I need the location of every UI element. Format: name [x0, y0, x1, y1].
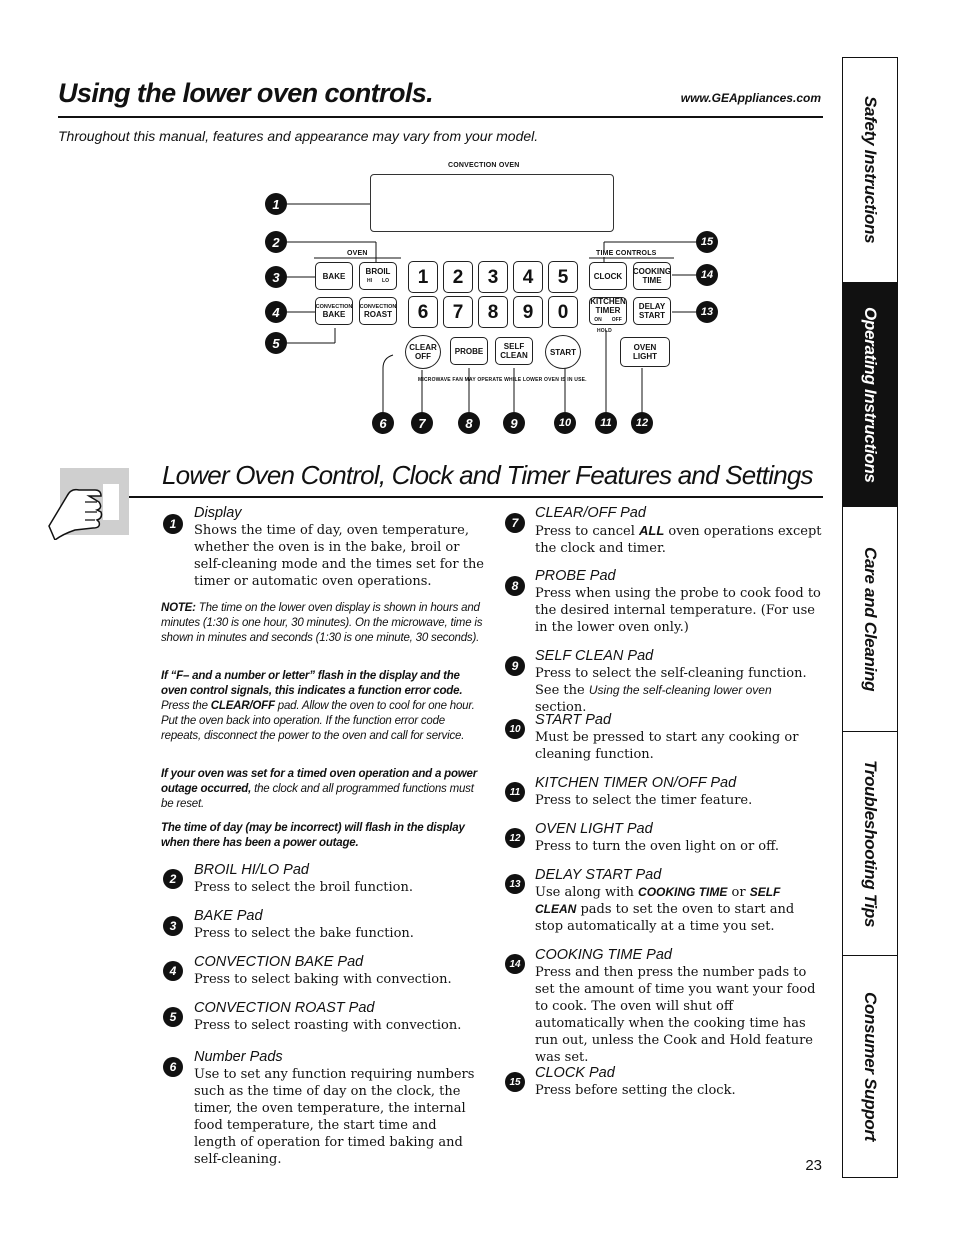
item-body: Press to select the broil function. [194, 880, 413, 895]
callout-3: 3 [265, 266, 287, 288]
tab-consumer-support[interactable] [843, 956, 897, 1177]
number-pad-1[interactable] [408, 261, 438, 293]
item-heading: DELAY START Pad [535, 867, 662, 883]
callout-8: 8 [458, 412, 480, 434]
item-number-badge: 6 [163, 1057, 183, 1077]
callout-5: 5 [265, 332, 287, 354]
pad-label: LO [382, 277, 389, 284]
item-number-badge: 1 [163, 514, 183, 534]
item-number-badge: 15 [505, 1072, 525, 1092]
body-text: or [727, 885, 750, 900]
item-self-clean [535, 648, 825, 716]
item-number-badge: 14 [505, 954, 525, 974]
item-convection-roast [194, 1000, 494, 1034]
pad-label: CLOCK [593, 271, 623, 281]
body-text: Press to select the self-cleaning function. See the [535, 666, 807, 698]
oven-light-pad[interactable] [620, 337, 670, 367]
callout-9: 9 [503, 412, 525, 434]
pad-label: OFF [415, 352, 431, 361]
callout-6: 6 [372, 412, 394, 434]
pad-label: KITCHEN [590, 297, 626, 306]
pad-label: BAKE [322, 310, 346, 319]
note-power-outage [161, 767, 486, 812]
number-pad-0[interactable] [548, 296, 578, 328]
item-body: Press to select the bake function. [194, 926, 414, 941]
note-label: NOTE: [161, 602, 196, 614]
pad-label: START [549, 347, 577, 357]
body-key: SELF CLEAN [535, 885, 781, 916]
digit: 5 [557, 266, 569, 288]
item-body: Press and then press the number pads to set the amount of time you want your food to cook. The oven will shut off automatically when the cooking time has run out, unless the Cook and Hold feature was set. [535, 965, 816, 1065]
item-body: Press when using the probe to cook food to the desired internal temperature. (For use in the lower oven only.) [535, 586, 821, 635]
digit: 7 [452, 301, 464, 323]
number-pad-2[interactable] [443, 261, 473, 293]
number-pad-6[interactable] [408, 296, 438, 328]
pad-label: ROAST [364, 310, 392, 319]
note-text: the clock and all programmed functions must be reset. [161, 783, 474, 810]
pad-label: CONVECTION [315, 304, 353, 310]
number-pad-7[interactable] [443, 296, 473, 328]
bake-pad[interactable] [315, 262, 353, 290]
note-time-flash [161, 821, 486, 851]
number-pad-9[interactable] [513, 296, 543, 328]
item-number-badge: 13 [505, 874, 525, 894]
callout-1: 1 [265, 193, 287, 215]
kitchen-timer-pad[interactable] [589, 297, 627, 325]
pad-label: HI [367, 277, 373, 284]
item-number-badge: 5 [163, 1007, 183, 1027]
pad-label: CLEAR [409, 343, 437, 352]
body-text: Use along with [535, 885, 639, 900]
note-bold: If “F– and a number or letter” flash in the display and the oven control signals, this indicates a function error code. [161, 670, 463, 697]
convection-bake-pad[interactable] [315, 297, 353, 325]
callout-2: 2 [265, 231, 287, 253]
item-body: Press to select roasting with convection. [194, 1018, 462, 1033]
body-reference: Using the self-cleaning lower oven [588, 683, 772, 697]
body-key: ALL [638, 523, 665, 538]
pad-label: TIMER [595, 306, 621, 315]
item-oven-light [535, 821, 825, 855]
note-text: Press the [161, 700, 211, 712]
probe-pad[interactable] [450, 337, 488, 365]
item-body: Must be pressed to start any cooking or cleaning function. [535, 730, 799, 762]
digit: 1 [417, 266, 429, 288]
number-pad-4[interactable] [513, 261, 543, 293]
callout-12: 12 [631, 412, 653, 434]
pad-label: CONVECTION [359, 304, 397, 310]
callout-14: 14 [696, 264, 718, 286]
body-text: oven operations except the clock and timer. [535, 524, 822, 556]
digit: 3 [487, 266, 499, 288]
pointing-hand-icon [45, 468, 129, 540]
body-text: section. [535, 700, 587, 715]
tab-label: Consumer Support [861, 991, 880, 1142]
broil-pad[interactable] [359, 262, 397, 290]
pad-label: SELF [503, 342, 525, 351]
number-pad-3[interactable] [478, 261, 508, 293]
item-number-badge: 2 [163, 869, 183, 889]
pad-label: DELAY [638, 302, 666, 311]
item-number-badge: 4 [163, 961, 183, 981]
item-number-badge: 12 [505, 828, 525, 848]
website-url[interactable]: www.GEAppliances.com [680, 91, 821, 105]
item-heading: OVEN LIGHT Pad [535, 821, 653, 837]
item-number-badge: 9 [505, 656, 525, 676]
note-bold: The time of day (may be incorrect) will flash in the display when there has been a power outage. [161, 822, 465, 849]
item-broil [194, 862, 494, 896]
cooking-time-pad[interactable] [633, 262, 671, 290]
item-kitchen-timer [535, 775, 825, 809]
callout-7: 7 [411, 412, 433, 434]
item-number-badge: 7 [505, 513, 525, 533]
item-delay-start [535, 867, 825, 935]
item-body: Shows the time of day, oven temperature, whether the oven is in the bake, broil or self-cleaning mode and the times set for the timer or automatic oven operations. [194, 523, 485, 589]
item-heading: CONVECTION BAKE Pad [194, 954, 364, 970]
item-body: Press to turn the oven light on or off. [535, 839, 780, 854]
pad-label: COOKING [632, 267, 672, 276]
oven-group-label: OVEN [344, 250, 371, 257]
item-body: Press to select baking with convection. [194, 972, 452, 987]
clear-off-pad[interactable] [405, 335, 441, 369]
pad-label: START [638, 311, 666, 320]
item-start [535, 712, 825, 763]
subtitle: Throughout this manual, features and appearance may vary from your model. [58, 128, 539, 144]
page-title: Using the lower oven controls. [58, 78, 434, 108]
body-text: Press to cancel [535, 524, 639, 539]
body-key: COOKING TIME [638, 885, 728, 899]
callout-15: 15 [696, 231, 718, 253]
item-heading: CLOCK Pad [535, 1065, 615, 1081]
tab-operating-instructions[interactable] [843, 283, 897, 507]
item-clear-off [535, 505, 825, 557]
number-pad-8[interactable] [478, 296, 508, 328]
item-heading: COOKING TIME Pad [535, 947, 672, 963]
item-heading: BAKE Pad [194, 908, 263, 924]
item-heading: Number Pads [194, 1049, 283, 1065]
time-controls-label: TIME CONTROLS [596, 250, 657, 257]
digit: 8 [487, 301, 499, 323]
pad-label: LIGHT [633, 352, 657, 361]
item-number-pads [194, 1049, 476, 1168]
side-tabs [842, 57, 898, 1178]
tab-label: Troubleshooting Tips [861, 759, 880, 928]
digit: 6 [417, 301, 429, 323]
item-probe [535, 568, 825, 636]
item-heading: CLEAR/OFF Pad [535, 505, 646, 521]
section-rule [129, 496, 823, 498]
convection-roast-pad[interactable] [359, 297, 397, 325]
item-heading: KITCHEN TIMER ON/OFF Pad [535, 775, 737, 791]
callout-4: 4 [265, 301, 287, 323]
pad-label: CLEAN [500, 351, 528, 360]
callout-11: 11 [595, 412, 617, 434]
item-convection-bake [194, 954, 494, 988]
fan-note: MICROWAVE FAN MAY OPERATE WHILE LOWER OVEN IS IN USE. [418, 377, 587, 383]
note-text: The time on the lower oven display is shown in hours and minutes (1:30 is one hour, 30 minutes). On the microwave, time is shown in minutes and seconds (1:30 is one minute, 30 seconds). [161, 602, 483, 644]
oven-display [370, 174, 614, 232]
pad-label: OFF [611, 317, 622, 323]
display-label: CONVECTION OVEN [448, 162, 520, 169]
item-number-badge: 10 [505, 719, 525, 739]
item-number-badge: 8 [505, 576, 525, 596]
item-body: Press to select the timer feature. [535, 793, 753, 808]
pad-label: PROBE [454, 346, 484, 356]
callout-10: 10 [554, 412, 576, 434]
tab-label: Operating Instructions [861, 306, 880, 483]
item-heading: Display [194, 505, 242, 521]
note-text: pad. Allow the oven to cool for one hour. Put the oven back into operation. If the function error code repeats, disconnect the power to the oven and call for service. [161, 700, 475, 742]
hold-label: HOLD [597, 328, 612, 334]
header-rule [58, 116, 823, 118]
note-bold: If your oven was set for a timed oven operation and a power outage occurred, [161, 768, 478, 795]
pad-label: TIME [642, 276, 662, 285]
digit: 0 [557, 301, 569, 323]
delay-start-pad[interactable] [633, 297, 671, 325]
item-body: Press before setting the clock. [535, 1083, 736, 1098]
item-heading: CONVECTION ROAST Pad [194, 1000, 375, 1016]
start-pad[interactable] [545, 335, 581, 369]
pad-label: BROIL [365, 266, 391, 276]
item-heading: PROBE Pad [535, 568, 616, 584]
note-key: CLEAR/OFF [210, 700, 275, 712]
section-title: Lower Oven Control, Clock and Timer Features and Settings [162, 460, 813, 490]
item-number-badge: 3 [163, 916, 183, 936]
item-body [535, 665, 825, 716]
item-heading: BROIL HI/LO Pad [194, 862, 309, 878]
tab-care-and-cleaning[interactable] [843, 507, 897, 732]
item-heading: SELF CLEAN Pad [535, 648, 654, 664]
digit: 2 [452, 266, 464, 288]
item-number-badge: 11 [505, 782, 525, 802]
callout-13: 13 [696, 301, 718, 323]
item-body: Use to set any function requiring numbers such as the time of day on the clock, the timer, the oven temperature, the internal food temperature, the start time and length of operation for timed baking and self-cleaning. [194, 1067, 475, 1167]
note-function-error [161, 669, 486, 744]
item-heading: START Pad [535, 712, 612, 728]
item-clock [535, 1065, 825, 1099]
digit: 4 [522, 266, 534, 288]
clock-pad[interactable] [589, 262, 627, 290]
page-number: 23 [805, 1157, 822, 1174]
item-bake [194, 908, 494, 942]
note-time-display [161, 601, 486, 646]
item-display [194, 505, 486, 590]
tab-safety-instructions[interactable] [843, 58, 897, 283]
pad-label: BAKE [322, 271, 346, 281]
item-body [535, 884, 825, 935]
body-text: pads to set the oven to start and stop automatically at a time you set. [535, 902, 795, 934]
tab-label: Care and Cleaning [861, 546, 880, 692]
pad-label: ON [594, 317, 602, 323]
number-pad-5[interactable] [548, 261, 578, 293]
item-body [535, 522, 825, 557]
pad-label: OVEN [633, 343, 657, 352]
tab-troubleshooting-tips[interactable] [843, 732, 897, 956]
digit: 9 [522, 301, 534, 323]
tab-label: Safety Instructions [861, 96, 880, 244]
self-clean-pad[interactable] [495, 337, 533, 365]
item-cooking-time [535, 947, 825, 1066]
